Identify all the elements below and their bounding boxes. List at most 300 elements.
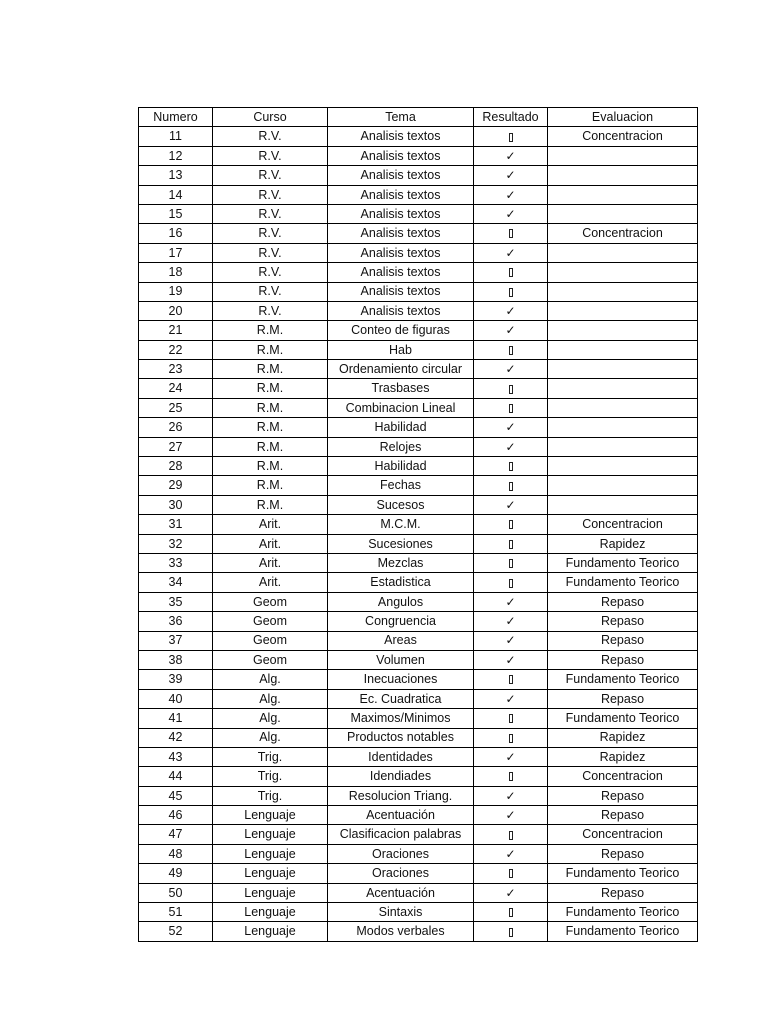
cell-tema: Analisis textos xyxy=(328,301,474,320)
cell-evaluacion: Fundamento Teorico xyxy=(548,864,698,883)
header-curso: Curso xyxy=(213,108,328,127)
cell-resultado xyxy=(474,379,548,398)
cell-resultado xyxy=(474,146,548,165)
cell-tema: Ec. Cuadratica xyxy=(328,689,474,708)
table-row xyxy=(139,767,698,786)
missing-glyph-icon xyxy=(509,831,513,840)
cell-tema: Fechas xyxy=(328,476,474,495)
cell-tema: Maximos/Minimos xyxy=(328,709,474,728)
cell-curso: R.V. xyxy=(213,263,328,282)
table-row xyxy=(139,844,698,863)
cell-resultado xyxy=(474,282,548,301)
cell-curso: Trig. xyxy=(213,786,328,805)
cell-curso: R.M. xyxy=(213,495,328,514)
cell-resultado xyxy=(474,553,548,572)
cell-tema: Analisis textos xyxy=(328,224,474,243)
cell-evaluacion xyxy=(548,301,698,320)
cell-numero: 35 xyxy=(139,592,213,611)
cell-tema: Identidades xyxy=(328,747,474,766)
cell-resultado xyxy=(474,767,548,786)
cell-evaluacion: Concentracion xyxy=(548,515,698,534)
check-icon: ✓ xyxy=(505,652,516,667)
cell-evaluacion: Repaso xyxy=(548,786,698,805)
missing-glyph-icon xyxy=(509,346,513,355)
table-row xyxy=(139,224,698,243)
check-icon: ✓ xyxy=(505,439,516,454)
cell-numero: 48 xyxy=(139,844,213,863)
cell-curso: Lenguaje xyxy=(213,844,328,863)
cell-numero: 38 xyxy=(139,650,213,669)
cell-resultado xyxy=(474,418,548,437)
cell-curso: Trig. xyxy=(213,767,328,786)
table-body xyxy=(139,127,698,941)
table-row xyxy=(139,340,698,359)
cell-tema: Analisis textos xyxy=(328,127,474,146)
cell-evaluacion: Rapidez xyxy=(548,534,698,553)
cell-tema: Trasbases xyxy=(328,379,474,398)
cell-evaluacion xyxy=(548,360,698,379)
cell-numero: 43 xyxy=(139,747,213,766)
cell-numero: 26 xyxy=(139,418,213,437)
cell-numero: 11 xyxy=(139,127,213,146)
table-row xyxy=(139,282,698,301)
check-icon: ✓ xyxy=(505,633,516,648)
cell-numero: 27 xyxy=(139,437,213,456)
cell-curso: Geom xyxy=(213,612,328,631)
cell-evaluacion xyxy=(548,398,698,417)
cell-tema: Inecuaciones xyxy=(328,670,474,689)
cell-numero: 14 xyxy=(139,185,213,204)
cell-tema: Productos notables xyxy=(328,728,474,747)
cell-evaluacion xyxy=(548,476,698,495)
cell-numero: 32 xyxy=(139,534,213,553)
table-row xyxy=(139,903,698,922)
cell-curso: R.V. xyxy=(213,204,328,223)
table-row xyxy=(139,728,698,747)
cell-curso: Alg. xyxy=(213,689,328,708)
cell-curso: R.V. xyxy=(213,146,328,165)
cell-resultado xyxy=(474,360,548,379)
table-row xyxy=(139,166,698,185)
table-header-row xyxy=(139,108,698,127)
table-row xyxy=(139,457,698,476)
check-icon: ✓ xyxy=(505,303,516,318)
table-row xyxy=(139,534,698,553)
cell-curso: R.V. xyxy=(213,301,328,320)
cell-tema: Sucesiones xyxy=(328,534,474,553)
cell-numero: 12 xyxy=(139,146,213,165)
cell-tema: Combinacion Lineal xyxy=(328,398,474,417)
cell-numero: 50 xyxy=(139,883,213,902)
cell-curso: R.M. xyxy=(213,379,328,398)
cell-evaluacion xyxy=(548,495,698,514)
table-row xyxy=(139,360,698,379)
cell-tema: Sucesos xyxy=(328,495,474,514)
cell-resultado xyxy=(474,321,548,340)
cell-resultado xyxy=(474,457,548,476)
missing-glyph-icon xyxy=(509,520,513,529)
cell-evaluacion xyxy=(548,457,698,476)
cell-curso: R.V. xyxy=(213,224,328,243)
cell-numero: 33 xyxy=(139,553,213,572)
header-evaluacion: Evaluacion xyxy=(548,108,698,127)
table-row xyxy=(139,243,698,262)
cell-resultado xyxy=(474,301,548,320)
table-row xyxy=(139,437,698,456)
cell-tema: M.C.M. xyxy=(328,515,474,534)
cell-numero: 41 xyxy=(139,709,213,728)
cell-evaluacion xyxy=(548,321,698,340)
cell-tema: Congruencia xyxy=(328,612,474,631)
cell-numero: 20 xyxy=(139,301,213,320)
table-row xyxy=(139,825,698,844)
table-row xyxy=(139,806,698,825)
missing-glyph-icon xyxy=(509,540,513,549)
cell-numero: 44 xyxy=(139,767,213,786)
cell-curso: Lenguaje xyxy=(213,825,328,844)
cell-resultado xyxy=(474,922,548,941)
table-row xyxy=(139,689,698,708)
cell-resultado xyxy=(474,825,548,844)
table-row xyxy=(139,612,698,631)
check-icon: ✓ xyxy=(505,168,516,183)
cell-tema: Analisis textos xyxy=(328,204,474,223)
cell-tema: Clasificacion palabras xyxy=(328,825,474,844)
check-icon: ✓ xyxy=(505,362,516,377)
cell-resultado xyxy=(474,631,548,650)
check-icon: ✓ xyxy=(505,885,516,900)
cell-tema: Estadistica xyxy=(328,573,474,592)
cell-resultado xyxy=(474,476,548,495)
check-icon: ✓ xyxy=(505,148,516,163)
cell-evaluacion xyxy=(548,204,698,223)
missing-glyph-icon xyxy=(509,714,513,723)
check-icon: ✓ xyxy=(505,420,516,435)
cell-numero: 36 xyxy=(139,612,213,631)
cell-resultado xyxy=(474,728,548,747)
cell-resultado xyxy=(474,398,548,417)
missing-glyph-icon xyxy=(509,268,513,277)
cell-numero: 51 xyxy=(139,903,213,922)
cell-numero: 29 xyxy=(139,476,213,495)
cell-numero: 24 xyxy=(139,379,213,398)
cell-resultado xyxy=(474,495,548,514)
cell-curso: Lenguaje xyxy=(213,903,328,922)
cell-resultado xyxy=(474,806,548,825)
cell-tema: Acentuación xyxy=(328,883,474,902)
cell-resultado xyxy=(474,883,548,902)
cell-curso: Arit. xyxy=(213,553,328,572)
results-table xyxy=(138,107,698,942)
cell-curso: R.V. xyxy=(213,166,328,185)
cell-numero: 49 xyxy=(139,864,213,883)
missing-glyph-icon xyxy=(509,734,513,743)
cell-resultado xyxy=(474,515,548,534)
table-row xyxy=(139,321,698,340)
cell-curso: R.M. xyxy=(213,398,328,417)
cell-numero: 52 xyxy=(139,922,213,941)
cell-evaluacion: Repaso xyxy=(548,883,698,902)
cell-numero: 22 xyxy=(139,340,213,359)
cell-evaluacion xyxy=(548,146,698,165)
cell-numero: 17 xyxy=(139,243,213,262)
cell-resultado xyxy=(474,864,548,883)
cell-numero: 40 xyxy=(139,689,213,708)
missing-glyph-icon xyxy=(509,579,513,588)
table-row xyxy=(139,553,698,572)
cell-resultado xyxy=(474,689,548,708)
table-row xyxy=(139,476,698,495)
cell-tema: Analisis textos xyxy=(328,166,474,185)
cell-numero: 42 xyxy=(139,728,213,747)
cell-tema: Areas xyxy=(328,631,474,650)
header-numero: Numero xyxy=(139,108,213,127)
table-row xyxy=(139,631,698,650)
cell-evaluacion xyxy=(548,263,698,282)
table-row xyxy=(139,127,698,146)
missing-glyph-icon xyxy=(509,462,513,471)
cell-resultado xyxy=(474,166,548,185)
cell-tema: Resolucion Triang. xyxy=(328,786,474,805)
cell-tema: Analisis textos xyxy=(328,282,474,301)
cell-evaluacion: Fundamento Teorico xyxy=(548,670,698,689)
table-row xyxy=(139,709,698,728)
cell-tema: Analisis textos xyxy=(328,263,474,282)
missing-glyph-icon xyxy=(509,385,513,394)
cell-tema: Mezclas xyxy=(328,553,474,572)
cell-resultado xyxy=(474,340,548,359)
check-icon: ✓ xyxy=(505,614,516,629)
header-resultado: Resultado xyxy=(474,108,548,127)
cell-evaluacion: Fundamento Teorico xyxy=(548,709,698,728)
table-row xyxy=(139,379,698,398)
cell-resultado xyxy=(474,204,548,223)
cell-resultado xyxy=(474,573,548,592)
cell-resultado xyxy=(474,786,548,805)
cell-evaluacion: Concentracion xyxy=(548,224,698,243)
cell-curso: Alg. xyxy=(213,670,328,689)
missing-glyph-icon xyxy=(509,869,513,878)
cell-evaluacion: Repaso xyxy=(548,650,698,669)
cell-tema: Volumen xyxy=(328,650,474,669)
cell-evaluacion: Rapidez xyxy=(548,728,698,747)
cell-evaluacion: Repaso xyxy=(548,631,698,650)
table-row xyxy=(139,786,698,805)
check-icon: ✓ xyxy=(505,749,516,764)
cell-numero: 23 xyxy=(139,360,213,379)
table-row xyxy=(139,301,698,320)
cell-tema: Sintaxis xyxy=(328,903,474,922)
missing-glyph-icon xyxy=(509,288,513,297)
cell-numero: 39 xyxy=(139,670,213,689)
cell-evaluacion xyxy=(548,340,698,359)
table-row xyxy=(139,204,698,223)
cell-resultado xyxy=(474,534,548,553)
cell-evaluacion: Repaso xyxy=(548,612,698,631)
cell-curso: Lenguaje xyxy=(213,806,328,825)
cell-resultado xyxy=(474,709,548,728)
cell-numero: 46 xyxy=(139,806,213,825)
table-row xyxy=(139,922,698,941)
table-row xyxy=(139,418,698,437)
cell-curso: Arit. xyxy=(213,534,328,553)
cell-tema: Habilidad xyxy=(328,457,474,476)
cell-tema: Angulos xyxy=(328,592,474,611)
cell-resultado xyxy=(474,224,548,243)
cell-tema: Acentuación xyxy=(328,806,474,825)
cell-evaluacion: Repaso xyxy=(548,592,698,611)
cell-evaluacion: Rapidez xyxy=(548,747,698,766)
cell-numero: 13 xyxy=(139,166,213,185)
cell-evaluacion: Repaso xyxy=(548,844,698,863)
cell-curso: Arit. xyxy=(213,573,328,592)
cell-resultado xyxy=(474,612,548,631)
cell-curso: R.M. xyxy=(213,360,328,379)
cell-resultado xyxy=(474,592,548,611)
table-row xyxy=(139,495,698,514)
check-icon: ✓ xyxy=(505,788,516,803)
cell-numero: 18 xyxy=(139,263,213,282)
cell-resultado xyxy=(474,127,548,146)
cell-curso: Lenguaje xyxy=(213,864,328,883)
cell-curso: Arit. xyxy=(213,515,328,534)
cell-resultado xyxy=(474,437,548,456)
table-row xyxy=(139,864,698,883)
cell-curso: R.V. xyxy=(213,243,328,262)
table-row xyxy=(139,747,698,766)
cell-curso: Alg. xyxy=(213,728,328,747)
check-icon: ✓ xyxy=(505,323,516,338)
cell-evaluacion: Repaso xyxy=(548,806,698,825)
cell-numero: 28 xyxy=(139,457,213,476)
cell-curso: R.M. xyxy=(213,418,328,437)
cell-evaluacion xyxy=(548,185,698,204)
cell-curso: R.V. xyxy=(213,127,328,146)
cell-tema: Habilidad xyxy=(328,418,474,437)
cell-tema: Conteo de figuras xyxy=(328,321,474,340)
cell-tema: Analisis textos xyxy=(328,146,474,165)
cell-tema: Analisis textos xyxy=(328,243,474,262)
table-row xyxy=(139,263,698,282)
cell-curso: Geom xyxy=(213,592,328,611)
cell-curso: Trig. xyxy=(213,747,328,766)
cell-resultado xyxy=(474,747,548,766)
cell-resultado xyxy=(474,670,548,689)
cell-resultado xyxy=(474,844,548,863)
cell-evaluacion: Concentracion xyxy=(548,767,698,786)
cell-curso: Alg. xyxy=(213,709,328,728)
cell-tema: Oraciones xyxy=(328,844,474,863)
cell-curso: R.V. xyxy=(213,185,328,204)
cell-resultado xyxy=(474,650,548,669)
missing-glyph-icon xyxy=(509,404,513,413)
cell-curso: Lenguaje xyxy=(213,883,328,902)
cell-tema: Relojes xyxy=(328,437,474,456)
cell-resultado xyxy=(474,185,548,204)
cell-curso: R.M. xyxy=(213,340,328,359)
header-tema: Tema xyxy=(328,108,474,127)
table-row xyxy=(139,573,698,592)
cell-curso: R.M. xyxy=(213,457,328,476)
missing-glyph-icon xyxy=(509,675,513,684)
missing-glyph-icon xyxy=(509,928,513,937)
cell-evaluacion: Concentracion xyxy=(548,127,698,146)
cell-evaluacion: Concentracion xyxy=(548,825,698,844)
missing-glyph-icon xyxy=(509,908,513,917)
check-icon: ✓ xyxy=(505,497,516,512)
missing-glyph-icon xyxy=(509,229,513,238)
table-row xyxy=(139,398,698,417)
cell-numero: 47 xyxy=(139,825,213,844)
missing-glyph-icon xyxy=(509,482,513,491)
cell-numero: 45 xyxy=(139,786,213,805)
table-row xyxy=(139,515,698,534)
table-row xyxy=(139,592,698,611)
cell-evaluacion xyxy=(548,418,698,437)
check-icon: ✓ xyxy=(505,206,516,221)
cell-curso: Geom xyxy=(213,650,328,669)
cell-numero: 25 xyxy=(139,398,213,417)
cell-evaluacion xyxy=(548,243,698,262)
cell-evaluacion: Fundamento Teorico xyxy=(548,922,698,941)
cell-evaluacion: Repaso xyxy=(548,689,698,708)
cell-evaluacion: Fundamento Teorico xyxy=(548,903,698,922)
cell-curso: R.M. xyxy=(213,476,328,495)
missing-glyph-icon xyxy=(509,133,513,142)
table-row xyxy=(139,670,698,689)
table-row xyxy=(139,650,698,669)
cell-resultado xyxy=(474,263,548,282)
cell-resultado xyxy=(474,903,548,922)
cell-tema: Oraciones xyxy=(328,864,474,883)
cell-resultado xyxy=(474,243,548,262)
cell-numero: 16 xyxy=(139,224,213,243)
missing-glyph-icon xyxy=(509,559,513,568)
cell-evaluacion: Fundamento Teorico xyxy=(548,553,698,572)
table-row xyxy=(139,146,698,165)
cell-tema: Analisis textos xyxy=(328,185,474,204)
cell-curso: Lenguaje xyxy=(213,922,328,941)
cell-numero: 15 xyxy=(139,204,213,223)
cell-numero: 19 xyxy=(139,282,213,301)
cell-curso: R.M. xyxy=(213,321,328,340)
cell-curso: R.M. xyxy=(213,437,328,456)
cell-numero: 21 xyxy=(139,321,213,340)
cell-numero: 34 xyxy=(139,573,213,592)
table-row xyxy=(139,883,698,902)
cell-curso: R.V. xyxy=(213,282,328,301)
table-row xyxy=(139,185,698,204)
cell-evaluacion: Fundamento Teorico xyxy=(548,573,698,592)
cell-tema: Ordenamiento circular xyxy=(328,360,474,379)
cell-evaluacion xyxy=(548,437,698,456)
cell-tema: Modos verbales xyxy=(328,922,474,941)
cell-numero: 37 xyxy=(139,631,213,650)
check-icon: ✓ xyxy=(505,808,516,822)
cell-curso: Geom xyxy=(213,631,328,650)
check-icon: ✓ xyxy=(505,846,516,861)
cell-numero: 30 xyxy=(139,495,213,514)
check-icon: ✓ xyxy=(505,594,516,609)
cell-evaluacion xyxy=(548,166,698,185)
cell-evaluacion xyxy=(548,379,698,398)
check-icon: ✓ xyxy=(505,245,516,260)
cell-evaluacion xyxy=(548,282,698,301)
cell-tema: Hab xyxy=(328,340,474,359)
check-icon: ✓ xyxy=(505,691,516,706)
cell-numero: 31 xyxy=(139,515,213,534)
missing-glyph-icon xyxy=(509,772,513,781)
